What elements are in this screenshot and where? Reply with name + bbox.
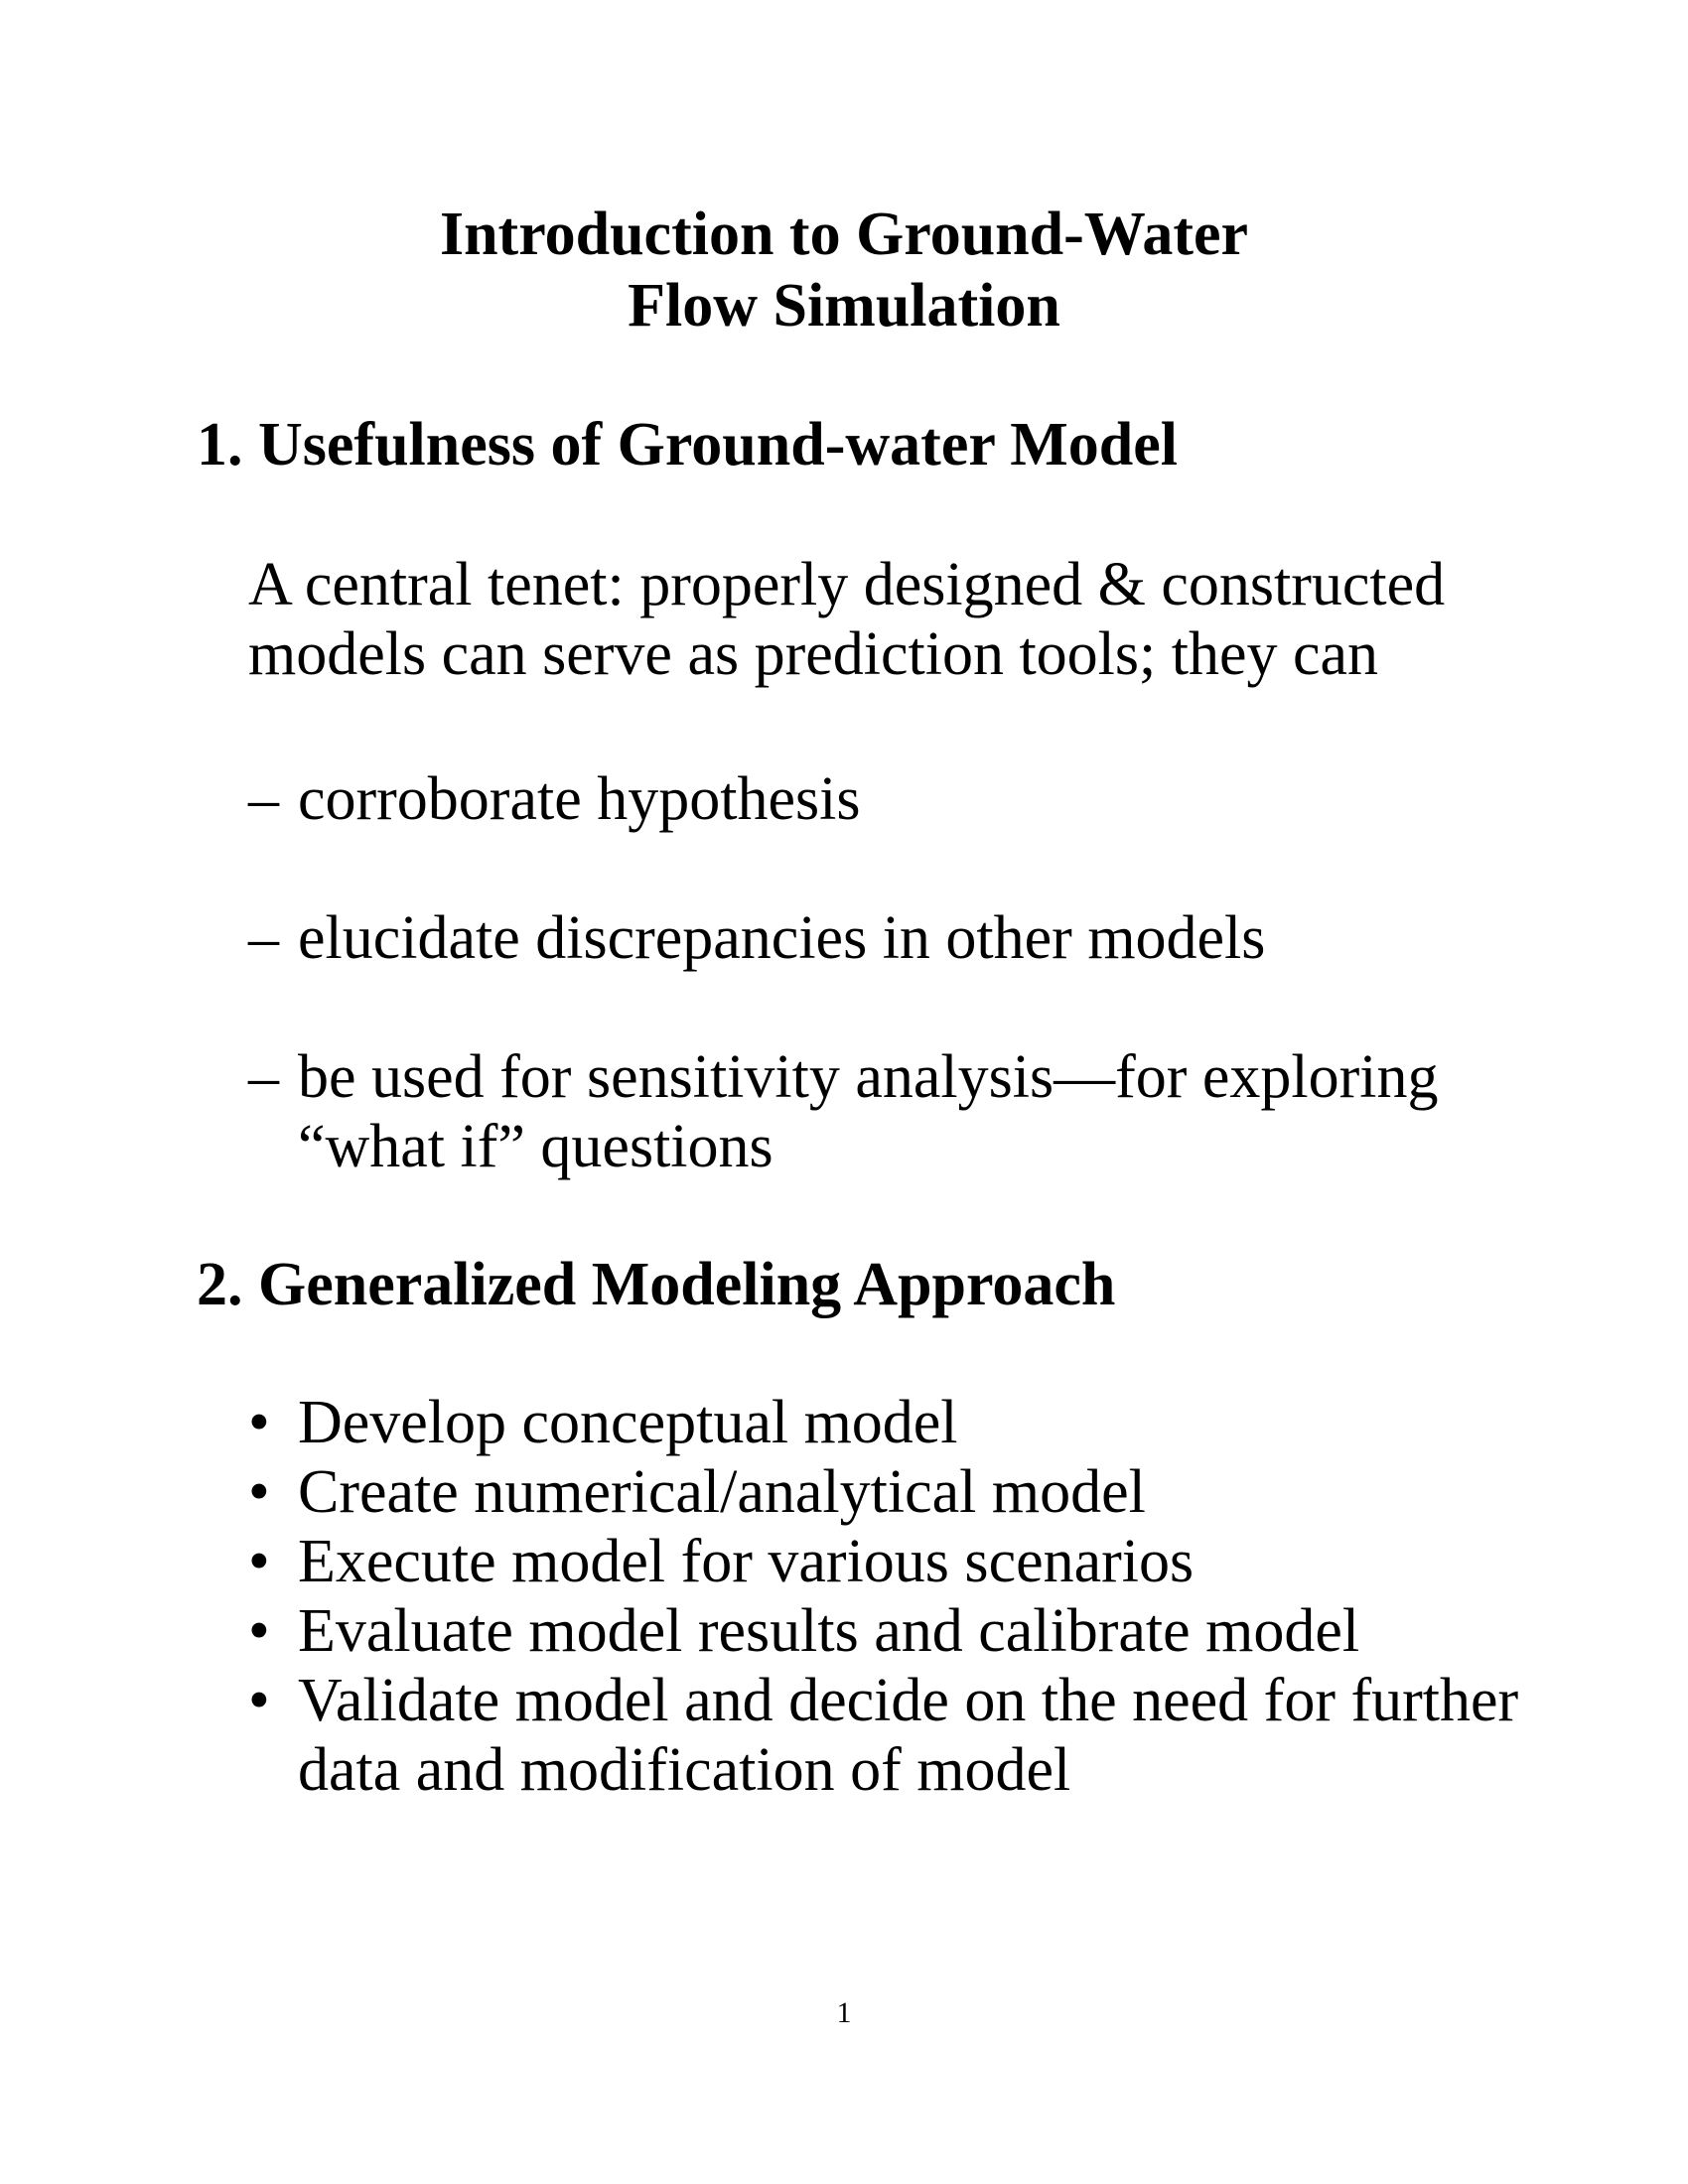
bullet-marker: •	[248, 1528, 270, 1595]
dash-list-item	[248, 764, 1539, 834]
bullet-list-item	[248, 1527, 1539, 1596]
bullet-marker: •	[248, 1458, 270, 1526]
dash-marker: –	[248, 904, 279, 972]
section-heading-modeling-approach: 2. Generalized Modeling Approach	[197, 1251, 1116, 1318]
bullet-marker: •	[248, 1597, 270, 1665]
bullet-item-text: Validate model and decide on the need for further data and modification of model	[298, 1667, 1519, 1804]
page-number: 1	[836, 1996, 852, 2029]
document-title-line-1: Introduction to Ground-Water	[439, 201, 1249, 268]
bullet-list-item	[248, 1457, 1539, 1527]
dash-list-item	[248, 1042, 1539, 1181]
dash-list-item	[248, 903, 1539, 973]
dash-item-text: corroborate hypothesis	[298, 765, 861, 833]
dash-item-text: be used for sensitivity analysis—for exploring “what if” questions	[298, 1043, 1439, 1180]
dash-marker: –	[248, 765, 279, 833]
section-heading-usefulness: 1. Usefulness of Ground-water Model	[197, 411, 1178, 478]
bullet-item-text: Create numerical/analytical model	[298, 1458, 1146, 1526]
bullet-item-text: Execute model for various scenarios	[298, 1528, 1195, 1595]
bullet-item-text: Evaluate model results and calibrate model	[298, 1597, 1360, 1665]
bullet-list-item	[248, 1596, 1539, 1666]
bullet-list-item	[248, 1666, 1539, 1805]
bullet-item-text: Develop conceptual model	[298, 1389, 958, 1456]
document-title-line-2: Flow Simulation	[628, 272, 1060, 340]
approach-bullet-list	[248, 1388, 1539, 1805]
dash-item-text: elucidate discrepancies in other models	[298, 904, 1266, 972]
bullet-marker: •	[248, 1389, 270, 1456]
bullet-marker: •	[248, 1667, 270, 1734]
bullet-list-item	[248, 1388, 1539, 1457]
dash-marker: –	[248, 1043, 279, 1111]
section-intro-paragraph: A central tenet: properly designed & constructed models can serve as prediction tools; they can	[248, 551, 1446, 688]
